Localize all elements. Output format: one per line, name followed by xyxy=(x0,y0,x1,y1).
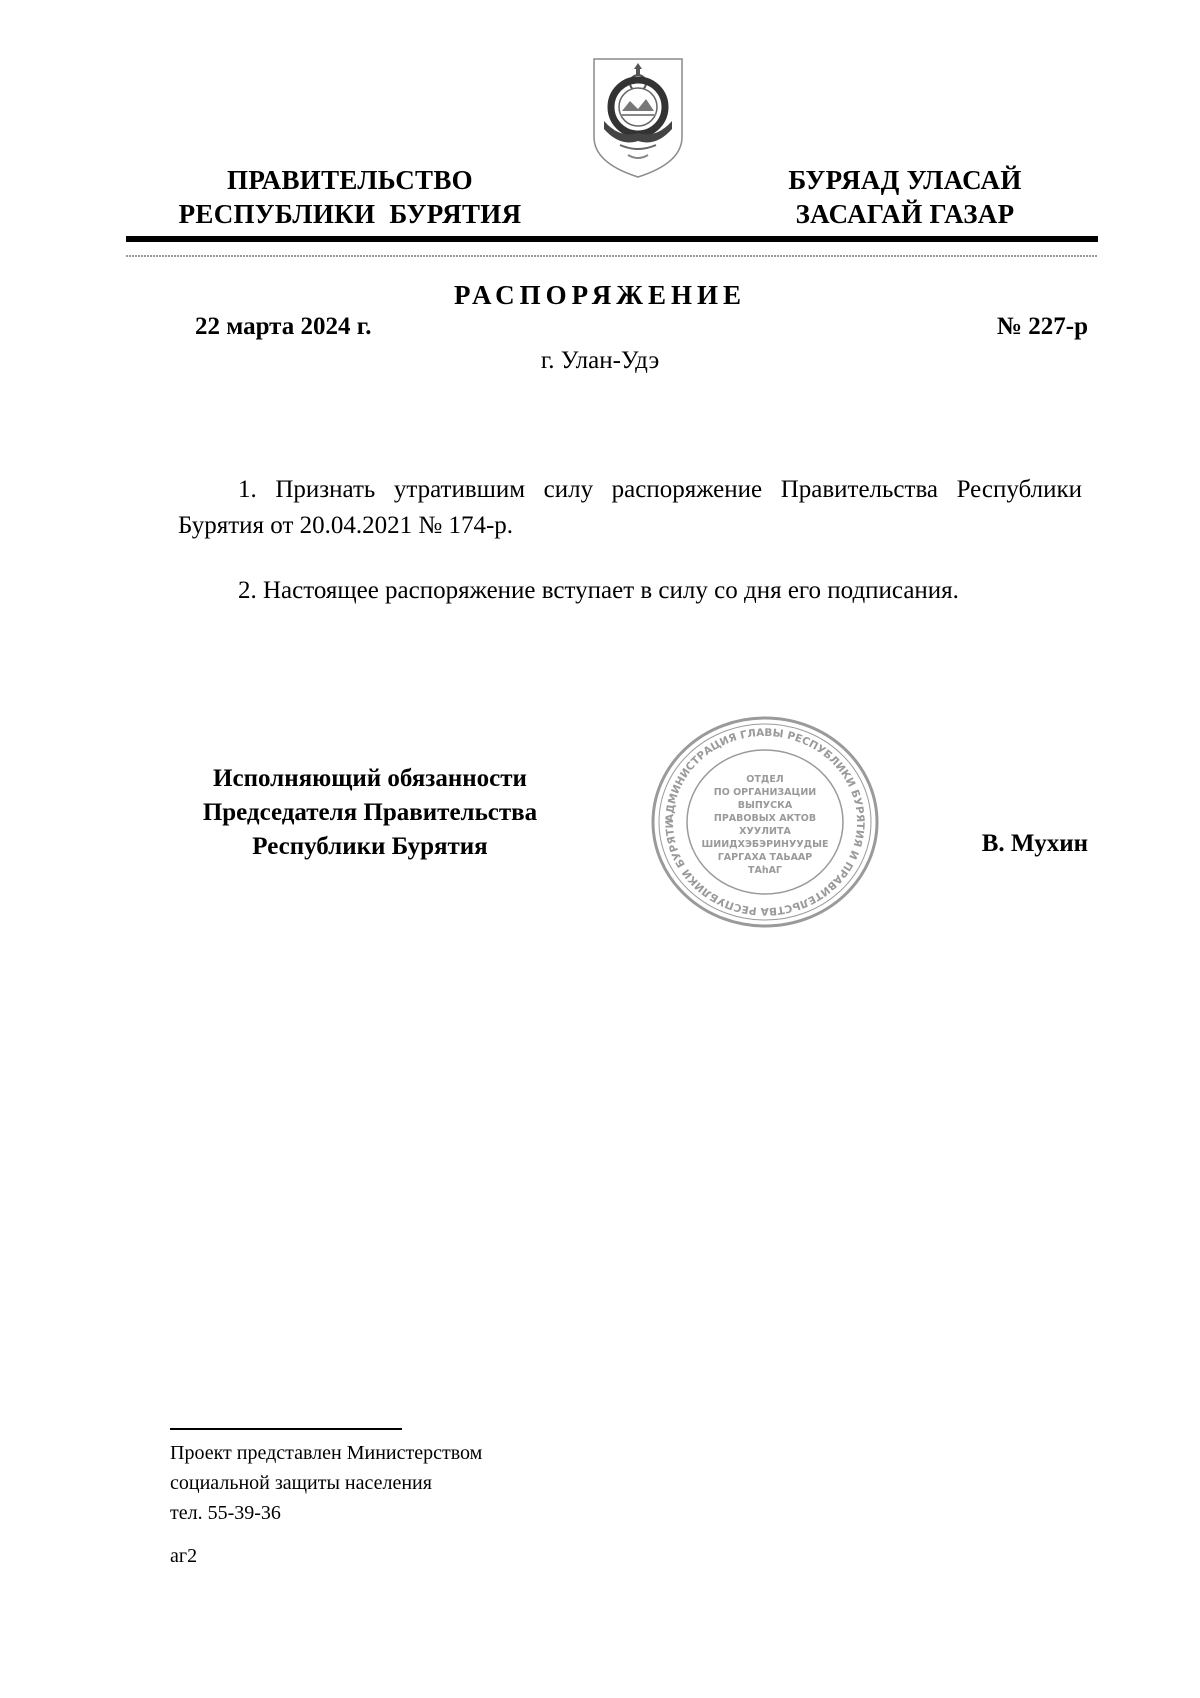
signatory-name: В. Мухин xyxy=(981,830,1088,857)
seal-inner-line3: ВЫПУСКА xyxy=(737,800,793,811)
header-government-bua xyxy=(745,163,1065,231)
seal-inner-line4: ПРАВОВЫХ АКТОВ xyxy=(713,813,817,824)
seal-outer-text: АДМИНИСТРАЦИЯ ГЛАВЫ РЕСПУБЛИКИ БУРЯТИЯ И ПРАВИТЕЛЬСТВА РЕСПУБЛИКИ БУРЯТИ xyxy=(663,726,867,918)
header-rule-thick xyxy=(126,236,1098,242)
seal-inner-line2: ПО ОРГАНИЗАЦИИ xyxy=(713,787,817,798)
official-seal-icon xyxy=(645,710,885,935)
body-paragraph-2: 2. Настоящее распоряжение вступает в силу со дня его подписания. xyxy=(238,577,959,604)
seal-inner-line6: ШИИДХЭБЭРИНУУДЫЕ xyxy=(701,839,829,850)
header-government-ru xyxy=(150,163,550,231)
header-left-line2: РЕСПУБЛИКИ БУРЯТИЯ xyxy=(178,199,522,229)
signatory-position xyxy=(170,762,570,864)
document-number: № 227-р xyxy=(996,313,1088,340)
seal-inner-line8: ТАһАГ xyxy=(747,865,783,876)
footnote-line3: тел. 55-39-36 xyxy=(170,1502,281,1524)
coat-of-arms-icon xyxy=(590,55,686,180)
footnote-rule xyxy=(170,1428,402,1430)
header-right-line2: ЗАСАГАЙ ГАЗАР xyxy=(795,199,1015,229)
footnote-line1: Проект представлен Министерством xyxy=(170,1442,483,1464)
seal-inner-line7: ГАРГАХА ТАЬААР xyxy=(717,852,813,863)
footnote-line2: социальной защиты населения xyxy=(170,1472,432,1494)
document-city: г. Улан-Удэ xyxy=(540,347,660,374)
document-title: РАСПОРЯЖЕНИЕ xyxy=(453,280,747,310)
document-date: 22 марта 2024 г. xyxy=(195,313,372,340)
footnote-code: аг2 xyxy=(170,1545,198,1567)
signatory-position-line1: Исполняющий обязанности xyxy=(213,765,527,792)
header-rule-thin xyxy=(126,255,1098,257)
signatory-position-line3: Республики Бурятия xyxy=(252,833,488,860)
footnote-note xyxy=(170,1438,482,1528)
seal-inner-line5: ХУУЛИТА xyxy=(739,826,791,837)
seal-inner-line1: ОТДЕЛ xyxy=(746,774,784,785)
signatory-position-line2: Председателя Правительства xyxy=(202,799,538,826)
header-right-line1: БУРЯАД УЛАСАЙ xyxy=(788,165,1022,195)
header-left-line1: ПРАВИТЕЛЬСТВО xyxy=(227,165,473,195)
body-paragraph-1: 1. Признать утратившим силу распоряжение Правительства Республики Бурятия от 20.04.2021 № 174-р. xyxy=(178,476,1082,539)
